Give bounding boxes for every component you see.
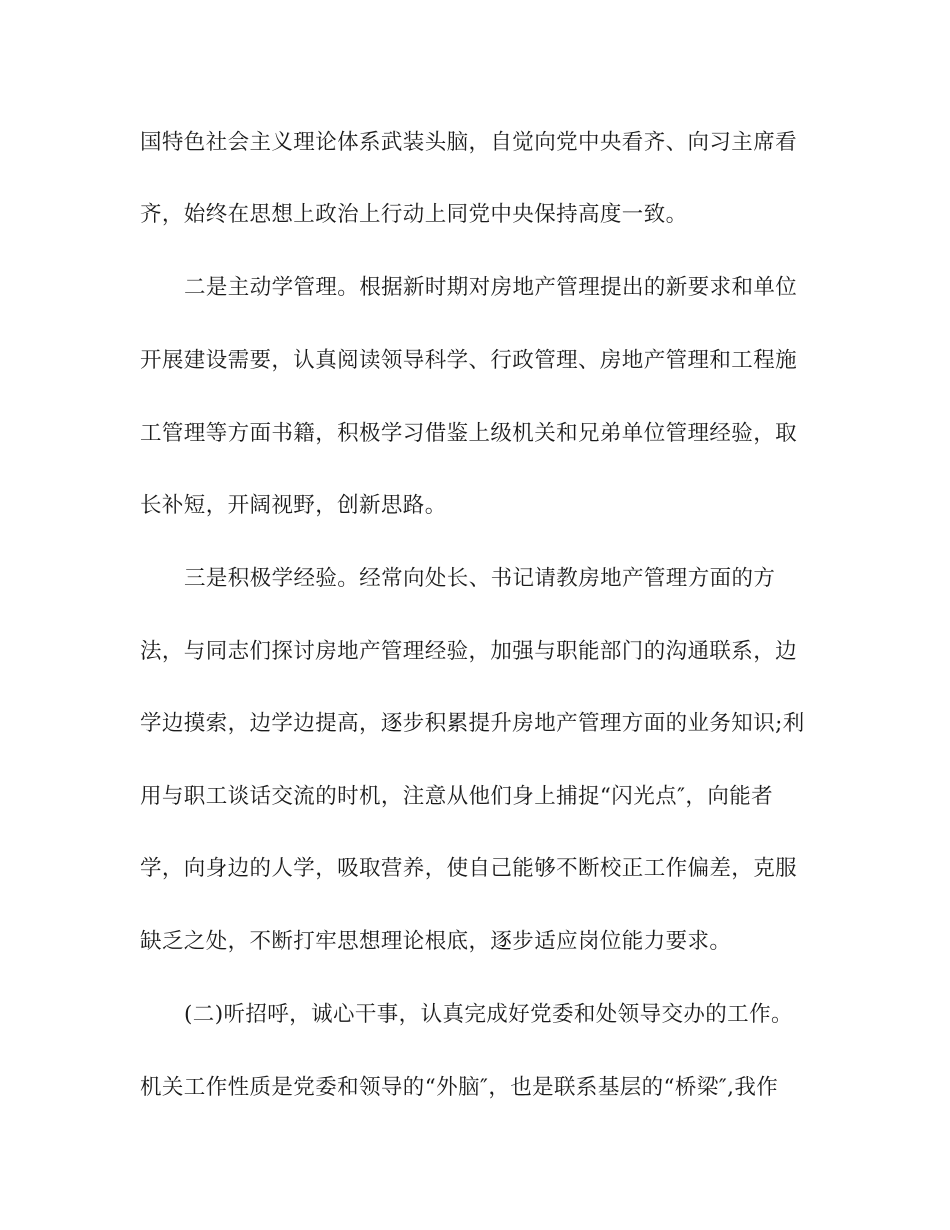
paragraph-line: 二是主动学管理。根据新时期对房地产管理提出的新要求和单位 <box>184 275 798 300</box>
paragraph-line: 学，向身边的人学，吸取营养，使自己能够不断校正工作偏差，克服 <box>140 856 798 881</box>
paragraph-line: 缺乏之处，不断打牢思想理论根底，逐步适应岗位能力要求。 <box>140 929 732 954</box>
paragraph-line: 长补短，开阔视野，创新思路。 <box>140 493 447 518</box>
paragraph-line: 法，与同志们探讨房地产管理经验，加强与职能部门的沟通联系，边 <box>140 639 798 664</box>
paragraph-line: 用与职工谈话交流的时机，注意从他们身上捕捉“闪光点″，向能者 <box>140 784 774 809</box>
paragraph-line: 国特色社会主义理论体系武装头脑，自觉向党中央看齐、向习主席看 <box>140 130 798 155</box>
paragraph-line: 工管理等方面书籍，积极学习借鉴上级机关和兄弟单位管理经验，取 <box>140 421 798 446</box>
paragraph-line: 机关工作性质是党委和领导的“外脑″，也是联系基层的“桥梁″,我作 <box>140 1075 779 1100</box>
paragraph-line: 学边摸索，边学边提高，逐步积累提升房地产管理方面的业务知识;利 <box>140 711 805 736</box>
paragraph-line: (二)听招呼，诚心干事，认真完成好党委和处领导交办的工作。 <box>184 1002 793 1027</box>
paragraph-line: 齐，始终在思想上政治上行动上同党中央保持高度一致。 <box>140 202 688 227</box>
paragraph-line: 三是积极学经验。经常向处长、书记请教房地产管理方面的方 <box>184 566 776 591</box>
paragraph-line: 开展建设需要，认真阅读领导科学、行政管理、房地产管理和工程施 <box>140 348 798 373</box>
